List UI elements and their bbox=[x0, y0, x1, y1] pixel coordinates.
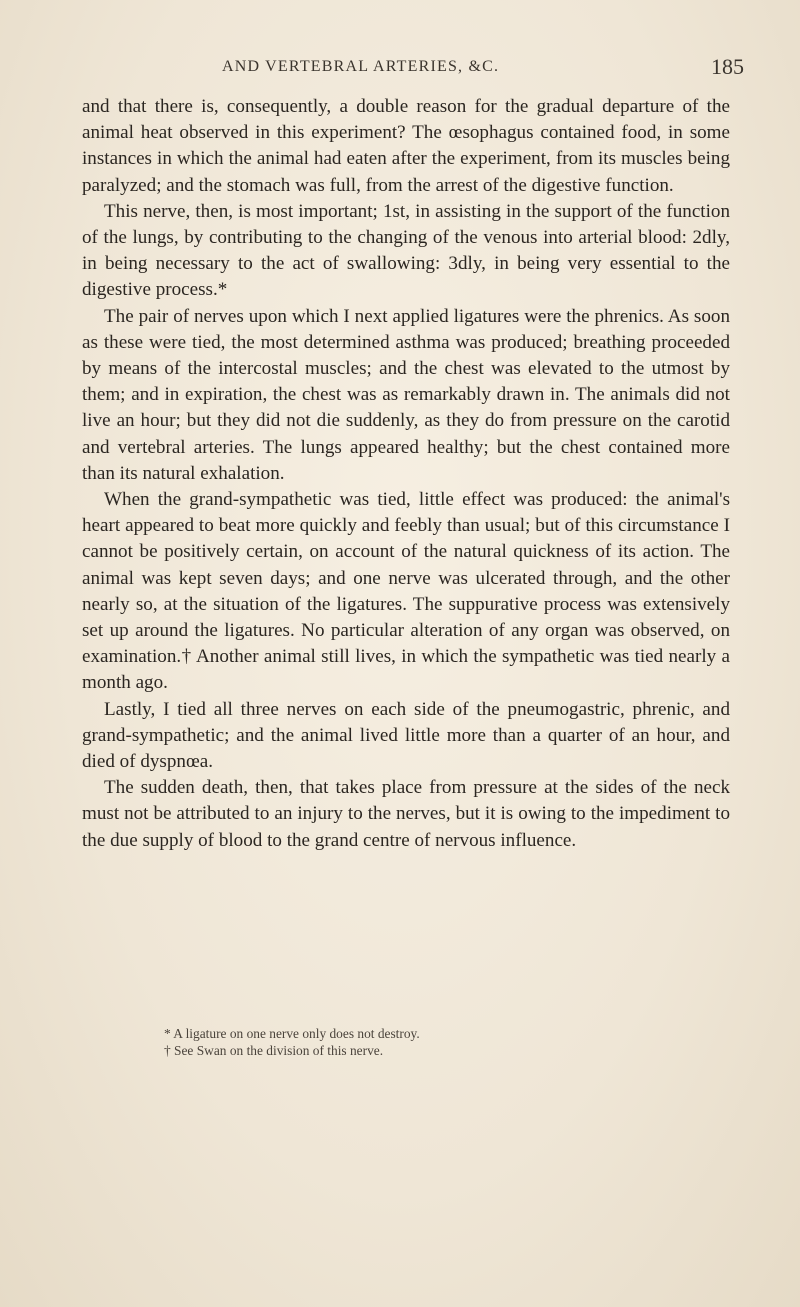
paragraph: The pair of nerves upon which I next applied ligatures were the phrenics. As soon as these were tied, the most determined asthma was produced; breathing proceeded by means of the intercostal muscles; and the chest was elevated to the utmost by them; and in expiration, the chest was as remarkably drawn in. The animals did not live an hour; but they did not die suddenly, as they do from pressure on the carotid and vertebral arteries. The lungs appeared healthy; but the chest contained more than its natural exhalation. bbox=[82, 305, 730, 484]
paragraph: When the grand-sympathetic was tied, little effect was produced: the animal's heart appeared to beat more quickly and feebly than usual; but of this circumstance I cannot be positively certain, on account of the natural quickness of its action. The animal was kept seven days; and one nerve was ulcerated through, and the other nearly so, at the situation of the ligatures. The suppurative process was extensively set up around the ligatures. No particular alteration of any organ was observed, on examination.† Another animal still lives, in which the sympathetic was tied nearly a month ago. bbox=[82, 489, 730, 694]
page-number: 185 bbox=[711, 54, 744, 79]
running-head bbox=[82, 54, 744, 84]
paragraph: The sudden death, then, that takes place from pressure at the sides of the neck must not be attributed to an injury to the nerves, but it is owing to the impediment to the due supply of blood to the grand centre of nervous influence. bbox=[82, 777, 730, 851]
paragraph: and that there is, consequently, a double reason for the gradual departure of the animal heat observed in this experiment? The œsophagus contained food, in some instances in which the animal had eaten after the experiment, from its muscles being paralyzed; and the stomach was full, from the arrest of the digestive function. bbox=[82, 96, 730, 196]
paragraph: This nerve, then, is most important; 1st, in assisting in the support of the function of the lungs, by contributing to the changing of the venous into arterial blood: 2dly, in being necessary to the act of swallowing: 3dly, in being very essential to the digestive process.* bbox=[82, 200, 730, 301]
body-text bbox=[82, 94, 730, 854]
footnote: * A ligature on one nerve only does not destroy. bbox=[164, 1026, 420, 1041]
paragraph: Lastly, I tied all three nerves on each side of the pneumogastric, phrenic, and grand-sympathetic; and the animal lived little more than a quarter of an hour, and died of dyspnœa. bbox=[82, 698, 730, 773]
footnote: † See Swan on the division of this nerve. bbox=[164, 1043, 384, 1058]
running-head-title: AND VERTEBRAL ARTERIES, &C. bbox=[222, 58, 500, 75]
footnotes bbox=[164, 1025, 724, 1059]
